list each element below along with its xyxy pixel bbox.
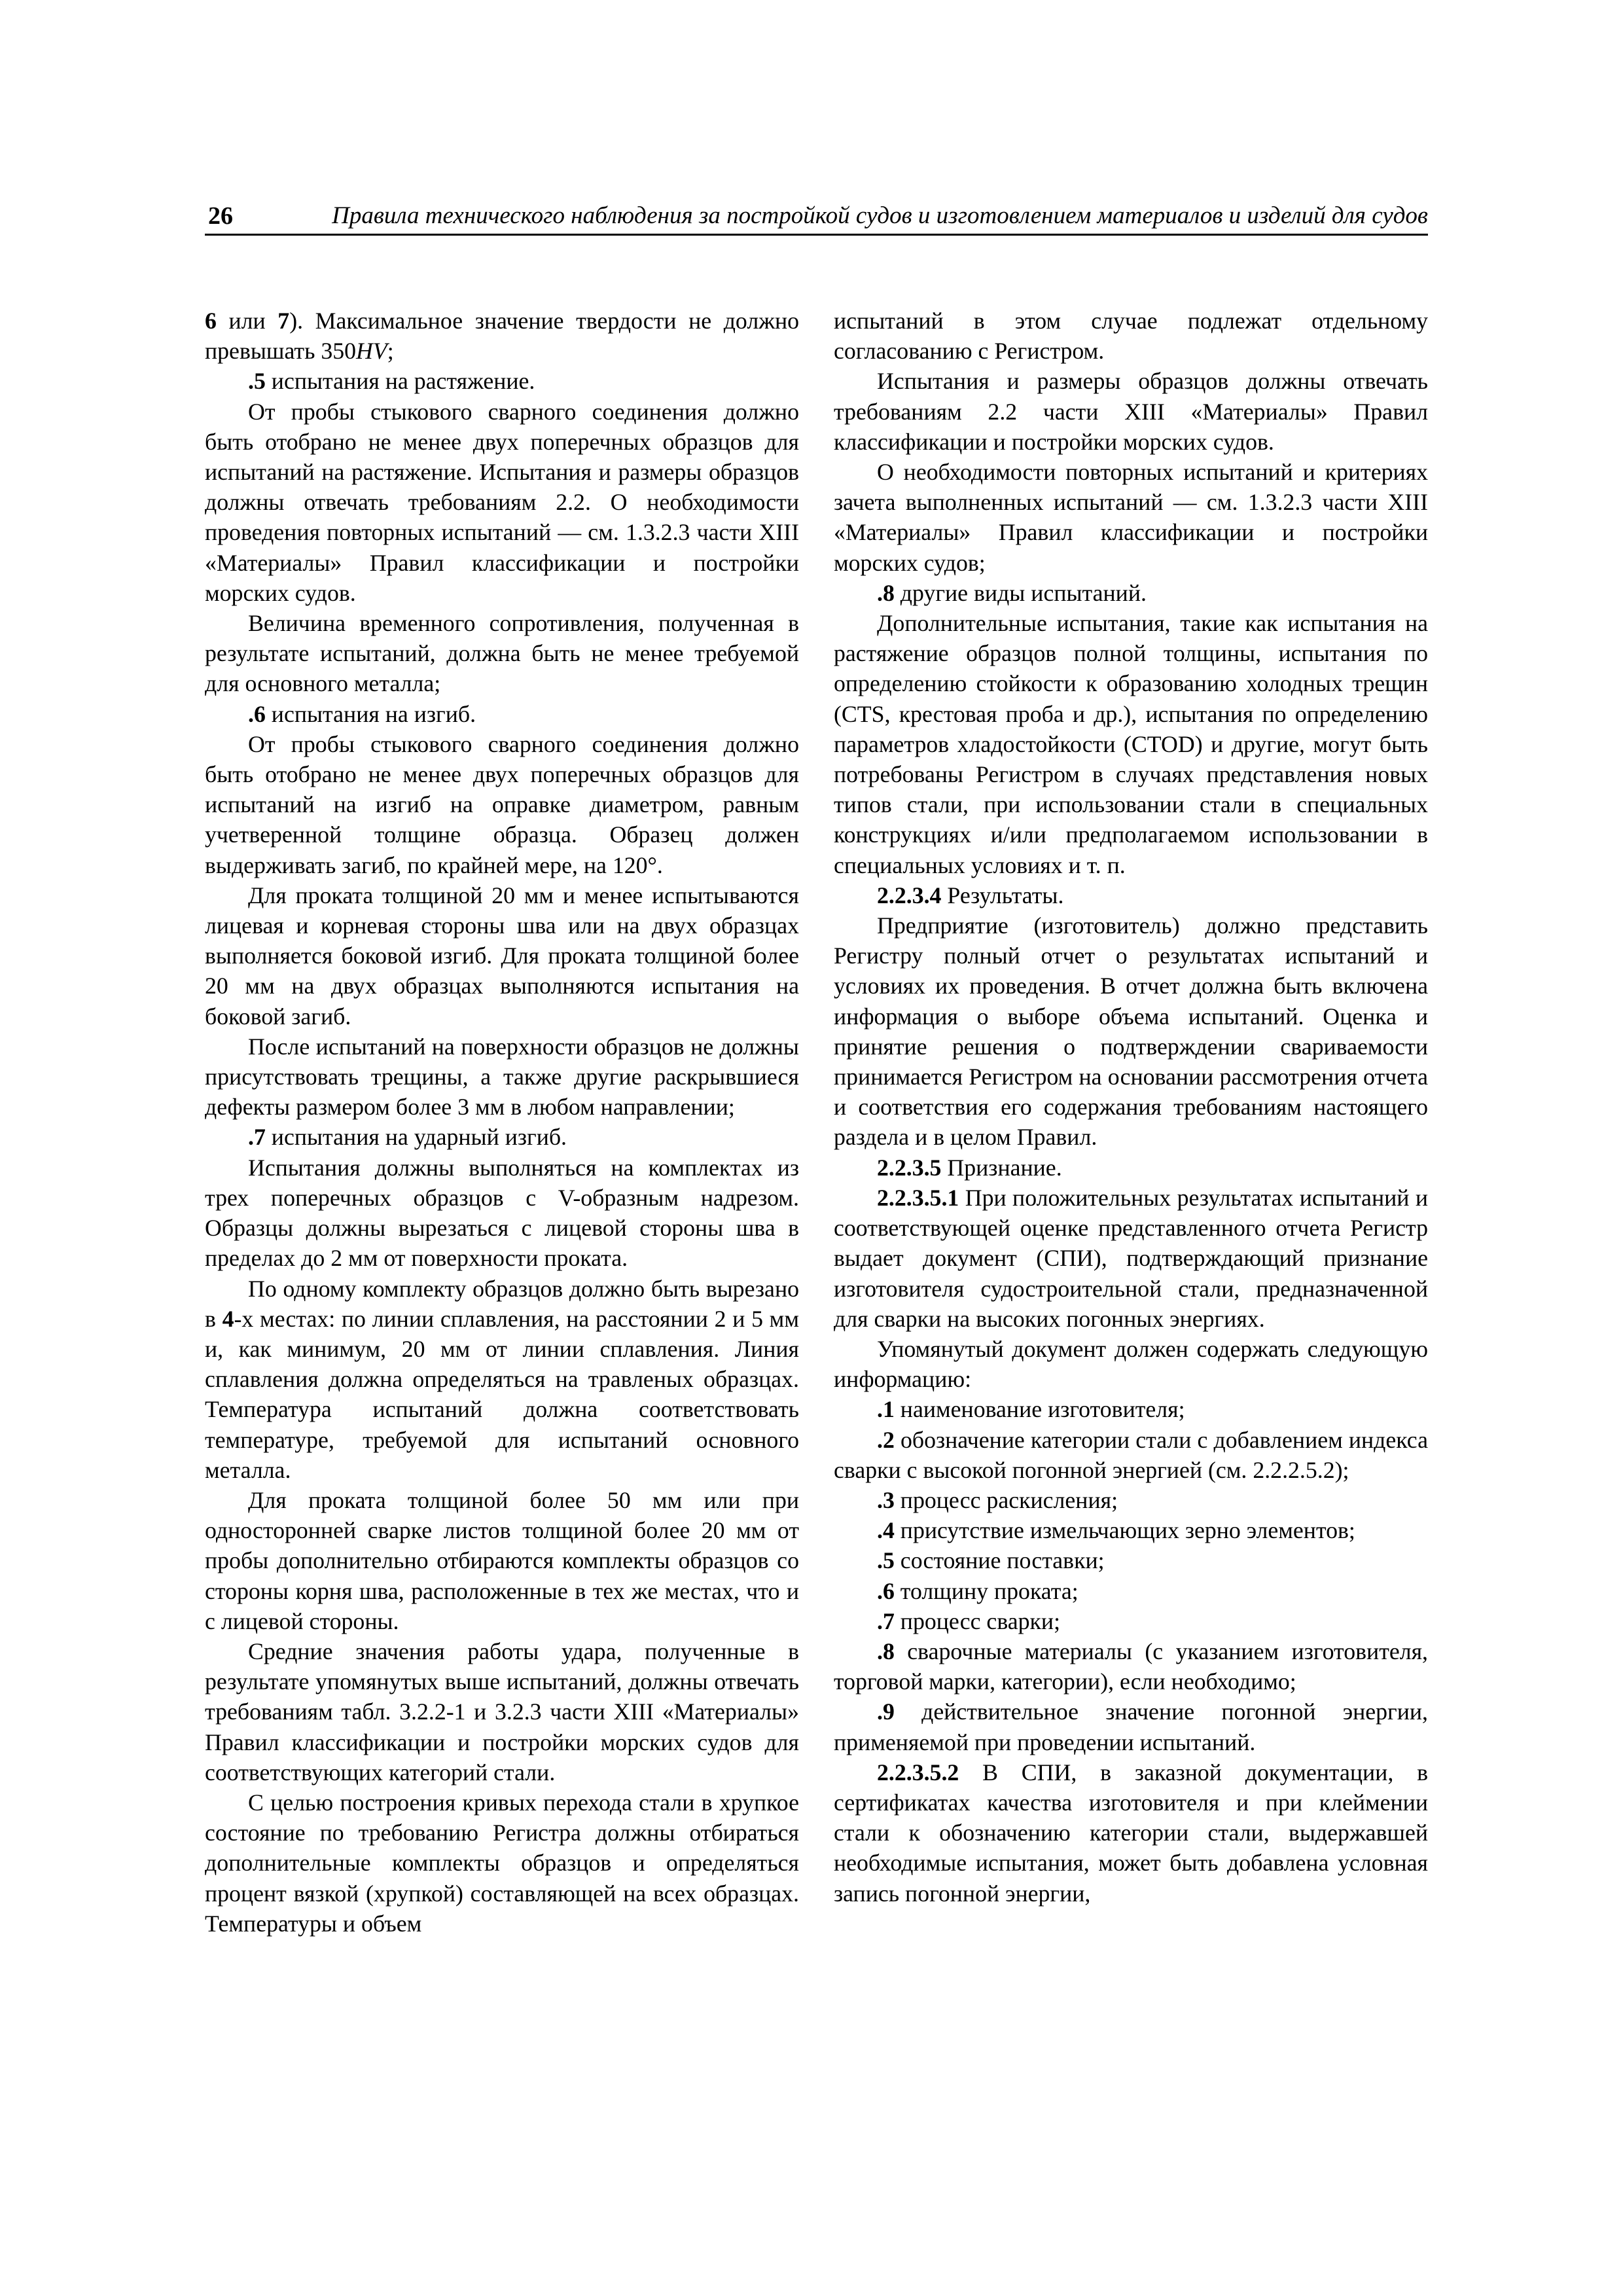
paragraph-text: Средние значения работы удара, полученные в результате упомянутых выше испытаний, должны отвечать требованиям табл. 3.2.2-1 и 3.2.3 части XIII «Материалы» Правил классификации и постройки морских судов для соответствующих категорий стали. [205, 1638, 799, 1785]
paragraph [834, 608, 1428, 880]
numbered-item [834, 1545, 1428, 1575]
item-number: .9 [877, 1698, 895, 1725]
item-number: 2.2.3.5 [877, 1154, 942, 1181]
item-text: обозначение категории стали с добавлением индекса сварки с высокой погонной энергией (см. 2.2.2.5.2); [834, 1426, 1428, 1483]
numbered-item [834, 1696, 1428, 1757]
paragraph [205, 1153, 799, 1274]
italic-unit: HV [356, 338, 387, 365]
item-number: 2.2.3.5.2 [877, 1759, 959, 1785]
bold-ref: 7 [277, 308, 290, 334]
paragraph-text: или [216, 308, 278, 334]
item-number: .6 [877, 1577, 895, 1604]
paragraph [834, 457, 1428, 578]
item-number: .8 [877, 579, 895, 606]
paragraph [205, 1787, 799, 1939]
numbered-item [834, 880, 1428, 910]
item-text: наименование изготовителя; [894, 1396, 1185, 1423]
numbered-item [834, 1153, 1428, 1183]
paragraph-text: ). Максимальное значение твердости не должно превышать 350 [205, 308, 799, 365]
item-text: действительное значение погонной энергии, применяемой при проведении испытаний. [834, 1698, 1428, 1755]
numbered-item [834, 1183, 1428, 1334]
page-number: 26 [208, 202, 233, 230]
item-text: состояние поставки; [894, 1547, 1105, 1574]
bold-number: 4 [222, 1305, 234, 1332]
paragraph [834, 910, 1428, 1153]
item-number: .8 [877, 1638, 895, 1664]
numbered-item [834, 1425, 1428, 1485]
paragraph [205, 729, 799, 880]
item-number: 2.2.3.4 [877, 882, 942, 908]
numbered-item [834, 1606, 1428, 1636]
item-number: .4 [877, 1517, 895, 1544]
paragraph [205, 1031, 799, 1122]
paragraph-text: -х местах: по линии сплавления, на расстоянии 2 и 5 мм и, как минимум, 20 мм от линии сплавления. Линия сплавления должна определяться на травленых образцах. Температура испытаний должна соответствовать температуре, требуемой для испытаний основного металла. [205, 1305, 799, 1483]
paragraph [205, 1636, 799, 1787]
numbered-item [834, 1485, 1428, 1515]
numbered-item [834, 1515, 1428, 1545]
paragraph-text: Для проката толщиной 20 мм и менее испытываются лицевая и корневая стороны шва или на двух образцах выполняется боковой изгиб. Для проката толщиной более 20 мм на двух образцах выполняются испытания на боковой загиб. [205, 882, 799, 1030]
item-text: При положительных результатах испытаний и соответствующей оценке представленного отчета Регистр выдает документ (СПИ), подтверждающий признание изготовителя судостроительной стали, предназначенной для сварки на высоких погонных энергиях. [834, 1184, 1428, 1332]
paragraph [834, 366, 1428, 457]
right-text-column [834, 306, 1428, 1909]
left-text-column [205, 306, 799, 1939]
paragraph-text: ; [387, 338, 394, 365]
item-text: Признание. [941, 1154, 1062, 1181]
paragraph-text: От пробы стыкового сварного соединения должно быть отобрано не менее двух поперечных образцов для испытаний на растяжение. Испытания и размеры образцов должны отвечать требованиям 2.2. О необходимости проведения повторных испытаний — см. 1.3.2.3 части XIII «Материалы» Правил классификации и постройки морских судов. [205, 398, 799, 606]
numbered-item [205, 1122, 799, 1152]
paragraph-text: Испытания и размеры образцов должны отвечать требованиям 2.2 части XIII «Материалы» Правил классификации и постройки морских судов. [834, 368, 1428, 455]
item-number: .3 [877, 1486, 895, 1513]
item-text: сварочные материалы (с указанием изготовителя, торговой марки, категории), если необходимо; [834, 1638, 1428, 1695]
numbered-item [834, 1757, 1428, 1909]
running-title: Правила технического наблюдения за постройкой судов и изготовлением материалов и изделий для судов [332, 202, 1428, 229]
page-header [205, 200, 1428, 236]
continued-paragraph [834, 306, 1428, 366]
numbered-item [834, 578, 1428, 608]
item-text: толщину проката; [894, 1577, 1079, 1604]
item-text: В СПИ, в заказной документации, в сертификатах качества изготовителя и при клеймении стали к обозначению категории стали, выдержавшей необходимые испытания, может быть добавлена условная запись погонной энергии, [834, 1759, 1428, 1907]
paragraph-text: О необходимости повторных испытаний и критериях зачета выполненных испытаний — см. 1.3.2.3 части XIII «Материалы» Правил классификации и постройки морских судов; [834, 459, 1428, 576]
paragraph [205, 880, 799, 1031]
paragraph-text: После испытаний на поверхности образцов не должны присутствовать трещины, а также другие раскрывшиеся дефекты размером более 3 мм в любом направлении; [205, 1033, 799, 1121]
paragraph-text: От пробы стыкового сварного соединения должно быть отобрано не менее двух поперечных образцов для испытаний на изгиб на оправке диаметром, равным учетверенной толщине образца. Образец должен выдерживать загиб, по крайней мере, на 120°. [205, 730, 799, 878]
item-number: .1 [877, 1396, 895, 1423]
paragraph-text: С целью построения кривых перехода стали в хрупкое состояние по требованию Регистра должны отбираться дополнительные комплекты образцов и определяться процент вязкой (хрупкой) составляющей на всех образцах. Температуры и объем [205, 1789, 799, 1937]
paragraph [834, 1334, 1428, 1394]
item-text: присутствие измельчающих зерно элементов; [894, 1517, 1355, 1544]
paragraph [205, 1485, 799, 1636]
bold-ref: 6 [205, 308, 217, 334]
item-text: другие виды испытаний. [894, 579, 1147, 606]
item-text: процесс раскисления; [894, 1486, 1118, 1513]
item-text: процесс сварки; [894, 1607, 1061, 1634]
item-number: .5 [877, 1547, 895, 1574]
item-number: .2 [877, 1426, 895, 1453]
numbered-item [205, 366, 799, 396]
paragraph-text: испытаний в этом случае подлежат отдельному согласованию с Регистром. [834, 308, 1428, 365]
paragraph-text: Для проката толщиной более 50 мм или при односторонней сварке листов толщиной более 20 мм от пробы дополнительно отбираются комплекты образцов со стороны корня шва, расположенные в тех же местах, что и с лицевой стороны. [205, 1486, 799, 1634]
item-number: .7 [248, 1124, 266, 1151]
item-text: испытания на ударный изгиб. [265, 1124, 567, 1151]
item-number: 2.2.3.5.1 [877, 1184, 959, 1211]
paragraph [205, 608, 799, 699]
paragraph-text: Дополнительные испытания, такие как испытания на растяжение образцов полной толщины, испытания по определению стойкости к образованию холодных трещин (CTS, крестовая проба и др.), испытания по определению параметров хладостойкости (CTOD) и другие, могут быть потребованы Регистром в случаях представления новых типов стали, при использовании стали в специальных конструкциях и/или предполагаемом использовании в специальных условиях и т. п. [834, 610, 1428, 878]
item-number: .7 [877, 1607, 895, 1634]
item-text: Результаты. [941, 882, 1064, 908]
paragraph-text: Испытания должны выполняться на комплектах из трех поперечных образцов с V-образным надрезом. Образцы должны вырезаться с лицевой стороны шва в пределах до 2 мм от поверхности проката. [205, 1154, 799, 1272]
paragraph-text: Упомянутый документ должен содержать следующую информацию: [834, 1335, 1428, 1393]
paragraph-text: Величина временного сопротивления, полученная в результате испытаний, должна быть не менее требуемой для основного металла; [205, 610, 799, 697]
continued-paragraph [205, 306, 799, 366]
item-text: испытания на растяжение. [265, 368, 535, 395]
numbered-item [834, 1636, 1428, 1696]
item-number: .5 [248, 368, 266, 395]
item-text: испытания на изгиб. [265, 700, 476, 727]
paragraph-text: Предприятие (изготовитель) должно представить Регистру полный отчет о результатах испытаний и условиях их проведения. В отчет должна быть включена информация о выборе объема испытаний. Оценка и принятие решения о подтверждении свариваемости принимается Регистром на основании рассмотрения отчета и соответствия его содержания требованиям настоящего раздела и в целом Правил. [834, 912, 1428, 1151]
paragraph-text: По одному комплекту образцов должно быть вырезано в [205, 1275, 799, 1332]
numbered-item [834, 1394, 1428, 1424]
item-number: .6 [248, 700, 266, 727]
numbered-item [205, 699, 799, 729]
paragraph [205, 397, 799, 608]
paragraph [205, 1274, 799, 1485]
numbered-item [834, 1576, 1428, 1606]
